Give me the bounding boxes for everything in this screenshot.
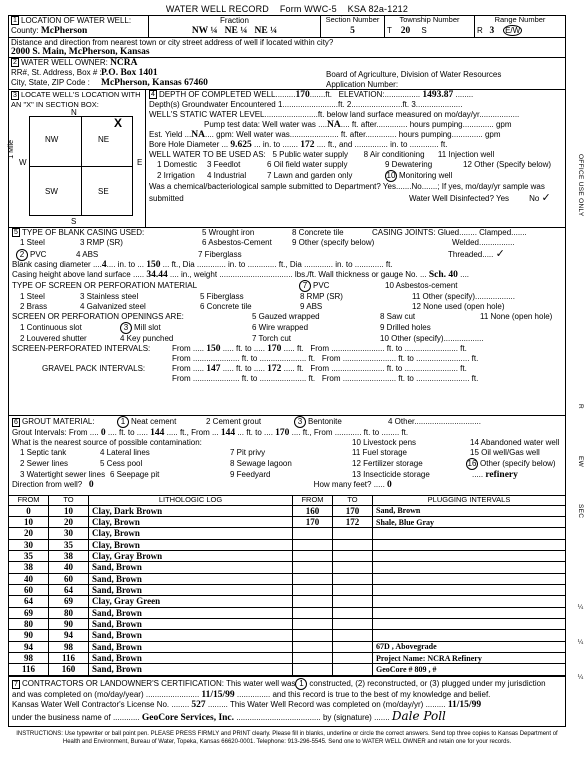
- log-cell[interactable]: Sand, Brown: [89, 664, 293, 675]
- form-frame: [8, 15, 566, 727]
- log-cell[interactable]: [293, 562, 333, 573]
- log-cell[interactable]: [293, 539, 333, 550]
- table-row: [9, 641, 566, 652]
- log-cell[interactable]: [373, 573, 566, 584]
- table-row: [9, 607, 566, 618]
- log-cell[interactable]: [293, 641, 333, 652]
- log-cell[interactable]: 10: [49, 505, 89, 516]
- bentonite-circled[interactable]: 3: [294, 416, 306, 428]
- log-cell[interactable]: 69: [9, 607, 49, 618]
- depth-value[interactable]: 170: [295, 90, 310, 100]
- location-x-mark: X: [114, 116, 123, 130]
- elevation-value[interactable]: 1493.87: [422, 90, 454, 100]
- perf-pvc-circled[interactable]: 7: [299, 280, 311, 292]
- address-value[interactable]: P.O. Box 1401: [101, 68, 158, 78]
- log-cell[interactable]: 170: [333, 505, 373, 516]
- table-row: [9, 630, 566, 641]
- log-cell[interactable]: [293, 573, 333, 584]
- lithologic-log: [9, 495, 565, 677]
- log-cell[interactable]: 64: [9, 596, 49, 607]
- log-cell[interactable]: [333, 607, 373, 618]
- range-number[interactable]: 3: [489, 26, 495, 36]
- form-title: WATER WELL RECORD Form WWC-5 KSA 82a-1212: [165, 4, 409, 14]
- log-cell[interactable]: 64: [49, 585, 89, 596]
- log-cell[interactable]: 69: [49, 596, 89, 607]
- log-cell[interactable]: Sand, Brown: [89, 585, 293, 596]
- log-cell[interactable]: 38: [49, 551, 89, 562]
- log-cell[interactable]: [373, 630, 566, 641]
- mill-slot-circled[interactable]: 3: [120, 322, 132, 334]
- township-number[interactable]: 20: [400, 26, 411, 36]
- log-cell[interactable]: [293, 630, 333, 641]
- log-cell[interactable]: [293, 619, 333, 630]
- log-cell[interactable]: [293, 607, 333, 618]
- log-cell[interactable]: 90: [9, 630, 49, 641]
- log-cell[interactable]: [333, 562, 373, 573]
- table-row: [9, 653, 566, 664]
- log-cell[interactable]: [333, 653, 373, 664]
- neat-cement-circled[interactable]: 1: [117, 416, 129, 428]
- log-cell[interactable]: [373, 607, 566, 618]
- log-cell[interactable]: 67D , Abovegrade: [373, 641, 566, 652]
- constructed-circled[interactable]: 1: [295, 678, 307, 690]
- log-cell[interactable]: Sand, Brown: [89, 630, 293, 641]
- log-cell[interactable]: [333, 528, 373, 539]
- log-cell[interactable]: Sand, Brown: [89, 607, 293, 618]
- log-cell[interactable]: [293, 551, 333, 562]
- log-cell[interactable]: 38: [9, 562, 49, 573]
- section-4-depth: 4 DEPTH OF COMPLETED WELL.........170.......ft. ELEVATION:................ 1493.87 ........ Depth(s) Groundwater Encountered 1.........................ft. 2.......................ft. 3..................... WELL'S STATIC WATER LEVEL........................ft. below land surface measured on mo/day/yr.................. Pump test data: Well water was ....NA.... ft. after.............. hours pumping.............. gpm Est. Yield ...NA.... gpm: Well water was...................... ft. after.............. hours pumping.............. gpm Bore Hole Diameter ... 9.625 ... in. to ....... 172 .... ft., and ............... in. to ............. ft. WELL WATER TO BE USED AS: 5 Public water supply 8 Air conditioning 11 Injection well 1 Domestic 3 Feedlot 6 Oil field water supply 9 Dewatering 12 Other (Specify below) 2 Irrigation 4 Industrial 7 Lawn and garden only 10 Monitoring well Was a chemical/bacteriological sample submitted to Department? Yes.......No.......; If yes, mo/day/yr sample was submitted Water Well Disinfected? Yes No ✓: [149, 90, 552, 204]
- log-cell[interactable]: [333, 539, 373, 550]
- log-cell[interactable]: Clay, Gray Green: [89, 596, 293, 607]
- section-6-grout: 6 GROUT MATERIAL: 1 Neat cement 2 Cement grout 3 Bentonite 4 Other.............................. Grout Intervals: From .... 0 .... ft. to ..... 144 ..... ft., From ... 144 ... ft. to .... 170 .... ft., From ............ ft. to ........ ft. What is the nearest source of possible contamination: 10 Livestock pens 14 Abandoned water well 1 Septic tank 4 Lateral lines 7 Pit privy 11 Fuel storage 15 Oil well/Gas well 2 Sewer lines 5 Cess pool 8 Sewage lagoon 12 Fertilizer storage 16 Other (specify below) 3 Watertight sewer lines 6 Seepage pit 9 Feedyard 13 Insecticide storage ..... refinery Direction from well? 0 How many feet? ..... 0: [9, 416, 565, 496]
- table-row: [9, 562, 566, 573]
- log-cell[interactable]: [293, 653, 333, 664]
- log-cell[interactable]: 94: [49, 630, 89, 641]
- log-cell[interactable]: Clay, Brown: [89, 539, 293, 550]
- other-contamination-circled[interactable]: 16: [467, 459, 477, 468]
- casing-pvc-circled[interactable]: 2: [16, 249, 28, 261]
- log-cell[interactable]: [373, 551, 566, 562]
- log-cell[interactable]: [333, 573, 373, 584]
- log-cell[interactable]: 116: [9, 664, 49, 675]
- section-7-certification: 7 CONTRACTORS OR LANDOWNER'S CERTIFICATION: This water well was 1 constructed, (2) reconstructed, or (3) plugged under my jurisdiction and was completed on (mo/day/year) ........................ 11/15/99 ............... and this record is true to the best of my knowledge and belief. Kansas Water Well Contractor's License No. ........ 527 ......... This Water Well Record was completed on (mo/day/yr) ......... 11/15/99 under the business name of ............ GeoCore Services, Inc. ...................................... by (signature) ....... Dale Poll: [12, 679, 546, 723]
- log-cell[interactable]: [333, 596, 373, 607]
- table-row: [9, 573, 566, 584]
- county-value[interactable]: McPherson: [40, 26, 88, 36]
- log-cell[interactable]: [333, 619, 373, 630]
- log-cell[interactable]: 30: [49, 528, 89, 539]
- log-cell[interactable]: Shale, Blue Gray: [373, 516, 566, 527]
- log-cell[interactable]: 20: [49, 516, 89, 527]
- log-cell[interactable]: Project Name: NCRA Refinery: [373, 653, 566, 664]
- log-cell[interactable]: GeoCore # 809 , #: [373, 664, 566, 675]
- log-cell[interactable]: Clay, Brown: [89, 528, 293, 539]
- section-3-locate: 3 LOCATE WELL'S LOCATION WITH AN "X" IN SECTION BOX: N S W E 1 Mile NW NE SW SE X: [9, 90, 146, 227]
- log-cell[interactable]: [293, 596, 333, 607]
- log-cell[interactable]: [293, 528, 333, 539]
- log-cell[interactable]: Clay, Brown: [89, 516, 293, 527]
- log-cell[interactable]: 80: [49, 607, 89, 618]
- log-cell[interactable]: [333, 585, 373, 596]
- log-cell[interactable]: [373, 596, 566, 607]
- business-name[interactable]: GeoCore Services, Inc.: [141, 713, 235, 723]
- log-cell[interactable]: Clay, Dark Brown: [89, 505, 293, 516]
- log-cell[interactable]: [293, 664, 333, 675]
- log-cell[interactable]: [373, 539, 566, 550]
- log-cell[interactable]: [333, 551, 373, 562]
- table-row: [9, 664, 566, 675]
- log-cell[interactable]: 80: [9, 619, 49, 630]
- use-monitoring-circled[interactable]: 10: [386, 171, 396, 180]
- log-cell[interactable]: Sand, Brown: [89, 619, 293, 630]
- log-cell[interactable]: 116: [49, 653, 89, 664]
- log-cell[interactable]: [293, 585, 333, 596]
- log-cell[interactable]: 0: [9, 505, 49, 516]
- log-cell[interactable]: 35: [9, 551, 49, 562]
- log-cell[interactable]: 160: [293, 505, 333, 516]
- bore-diameter[interactable]: 9.625: [230, 140, 252, 150]
- section-1-location: 1 LOCATION OF WATER WELL: County: McPherson Fraction NW ¼ NE ¼ NE ¼ Section Number 5 Township Number T 20 S Range Number R 3 E/W: [9, 16, 565, 38]
- log-cell[interactable]: [333, 664, 373, 675]
- table-row: [9, 619, 566, 630]
- log-header: FROM TO LITHOLOGIC LOG FROM TO PLUGGING INTERVALS: [9, 496, 566, 506]
- distance-value[interactable]: 2000 S. Main, McPherson, Kansas: [11, 47, 150, 58]
- section-5-casing: 5 TYPE OF BLANK CASING USED: 5 Wrought iron 8 Concrete tile CASING JOINTS: Glued........ Clamped....... 1 Steel 3 RMP (SR) 6 Asbestos-Cement 9 Other (specify below) Welded................ 2 PVC 4 ABS 7 Fiberglass Threaded..... ✓ Blank casing diameter ....4.... in. to ... 150 ... ft., Dia ............. in. to ............. ft., Dia ............. in. to ............. ft. Casing height above land surface ..... 34.44 .... in., weight ................................. lbs./ft. Wall thickness or gauge No. ... Sch. 40 .... TYPE OF SCREEN OR PERFORATION MATERIAL 7 PVC 10 Asbestos-cement 1 Steel 3 Stainless steel 5 Fiberglass 8 RMP (SR) 11 Other (specify).................. 2 Brass 4 Galvanized steel 6 Concrete tile 9 ABS 12 None used (open hole) SCREEN OR PERFORATION OPENINGS ARE: 5 Gauzed wrapped 8 Saw cut 11 None (open hole) 1 Continuous slot 3 Mill slot 6 Wire wrapped 9 Drilled holes 2 Louvered shutter 4 Key punched 7 Torch cut 10 Other (specify).................. SCREEN-PERFORATED INTERVALS: From ..... 150 ..... ft. to ..... 170 ..... ft. From ........................ ft. to ........................ ft. From ..................... ft. to ..................... ft. From ........................ ft. to ........................ ft. GRAVEL PACK INTERVALS: From ..... 147 ..... ft. to ..... 172 ..... ft. From ........................ ft. to ........................ ft. From ..................... ft. to ..................... ft. From ........................ ft. to ........................ ft.: [9, 228, 565, 416]
- ew-circled[interactable]: E/W: [505, 26, 521, 35]
- log-cell[interactable]: 35: [49, 539, 89, 550]
- log-cell[interactable]: 160: [49, 664, 89, 675]
- log-cell[interactable]: 90: [49, 619, 89, 630]
- log-cell[interactable]: 98: [49, 641, 89, 652]
- log-cell[interactable]: 60: [49, 573, 89, 584]
- log-cell[interactable]: Sand, Brown: [89, 653, 293, 664]
- disinfected-no-check[interactable]: ✓: [541, 192, 551, 204]
- log-cell[interactable]: Clay, Gray Brown: [89, 551, 293, 562]
- form-page: WATER WELL RECORD Form WWC-5 KSA 82a-1212 1 LOCATION OF WATER WELL: County: McPherson Fraction NW ¼ NE ¼ NE ¼ Section Number 5 Township Number T 20 S Range Number R 3 E/W Distance and direction from nearest town or city street address of well if located within city? 2000 S. Main, McPherson, Kansas 2 WATER WELL OWNER: NCRA RR#, St. Address, Box # :P.O. Box 1401 City, State, ZIP Code : McPherson, Kansas 67460 Board of Agriculture, Division of Water Resources Application Number: 3 LOCATE WELL'S LOCATION WITH AN "X" IN SECTION BOX: N S W E 1 Mile NW NE SW SE X 4 DEPTH OF COMPLETED WELL.........170.......ft. ELEVATION:................ 1493.87 ........ Depth(s) Groundwater Encountered 1.........................ft. 2.......................ft. 3..................... WELL'S STATIC WATER LEVEL........................ft. below land surface measured on mo/day/yr.................. Pump test data: Well water was ....NA.... ft. after.............. hours pumping.............. gpm Est. Yield ...NA.... gpm: Well water was...................... ft. after.............. hours pumping.............. gpm Bore Hole Diameter ... 9.625 ... in. to ....... 172 .... ft., and ............... in. to ............. ft. WELL WATER TO BE USED AS: 5 Public water supply 8 Air conditioning 11 Injection well 1 Domestic 3 Feedlot 6 Oil field water supply 9 Dewatering 12 Other (Specify below) 2 Irrigation 4 Industrial 7 Lawn and garden only 10 Monitoring well Was a chemical/bacteriological sample submitted to Department? Yes.......No.......; If yes, mo/day/yr sample was submitted Water Well Disinfected? Yes No ✓ 5 TYPE OF BLANK CASING USED: 5 Wrought iron 8 Concrete tile CASING JOINTS: Glued........ Clamped....... 1 Steel 3 RMP (SR) 6 Asbestos-Cement 9 Other (specify below) Welded................ 2 PVC 4 ABS 7 Fiberglass Threaded..... ✓ Blank casing diameter ....4.... in. to ... 150 ... ft., Dia ............. in. to ............. ft., Dia ............. in. to ............. ft. Casing height above land surface ..... 34.44 .... in., weight ................................. lbs./ft. Wall thickness or gauge No. ... Sch. 40 .... TYPE OF SCREEN OR PERFORATION MATERIAL 7 PVC 10 Asbestos-cement 1 Steel 3 Stainless steel 5 Fiberglass 8 RMP (SR) 11 Other (specify).................. 2 Brass 4 Galvanized steel 6 Concrete tile 9 ABS 12 None used (open hole) SCREEN OR PERFORATION OPENINGS ARE: 5 Gauzed wrapped 8 Saw cut 11 None (open hole) 1 Continuous slot 3 Mill slot 6 Wire wrapped 9 Drilled holes 2 Louvered shutter 4 Key punched 7 Torch cut 10 Other (specify).................. SCREEN-PERFORATED INTERVALS: From ..... 150 ..... ft. to ..... 170 ..... ft. From ........................ ft. to ........................ ft. From ..................... ft. to ..................... ft. From ........................ ft. to ........................ ft. GRAVEL PACK INTERVALS: From ..... 147 ..... ft. to ..... 172 ..... ft. From ........................ ft. to ........................ ft. From ..................... ft. to ..................... ft. From ........................ ft. to ........................ ft. 6 GROUT MATERIAL: 1 Neat cement 2 Cement grout 3 Bentonite 4 Other.............................. Grout Intervals: From .... 0 .... ft. to ..... 144 ..... ft., From ... 144 ... ft. to .... 170 .... ft., From ............ ft. to ........ ft. What is the nearest source of possible contamination: 10 Livestock pens 14 Abandoned water well 1 Septic tank 4 Lateral lines 7 Pit privy 11 Fuel storage 15 Oil well/Gas well 2 Sewer lines 5 Cess pool 8 Sewage lagoon 12 Fertilizer storage 16 Other (specify below) 3 Watertight sewer lines 6 Seepage pit 9 Feedyard 13 Insecticide storage ..... refinery Direction from well? 0 How many feet? ..... 0 FROM TO LITHOLOGIC LOG FROM TO PLUGGING INTERVALS 0 10 Clay, Dark Brown 160 170 Sand, Brown 10 20 Clay, Brown 170 172 Shale, Blue Gray 20 30 Clay, Brown 30 35 Clay, Brown 35 38 Clay, Gray Brown 38 40 Sand, Brown 40 60 Sand, Brown 60 64 Sand, Brown 64 69 Clay, Gray Green 69 80 Sand, Brown 80 90 Sand, Brown 90 94 Sand, Brown 94 98 Sand, Brown 67D , Abovegrade 98 116 Sand, Brown Project Name: NCRA Refinery 116 160 Sand, Brown GeoCore # 809 , # 7 CONTRACTORS OR LANDOWNER'S CERTIFICATION: This water well was 1 constructed, (2) reconstructed, or (3) plugged under my jurisdiction and was completed on (mo/day/year) ........................ 11/15/99 ............... and this record is true to the best of my knowledge and belief. Kansas Water Well Contractor's License No. ........ 527 ......... This Water Well Record was completed on (mo/day/yr) ......... 11/15/99 under the business name of ............ GeoCore Services, Inc. ...................................... by (signature) ....... Dale Poll OFFICE USE ONLY R EW SEC ¼ ¼ ¼ INSTRUCTIONS: Use typewriter or ball point pen. PLEASE PRESS FIRMLY and PRINT clearly. Please fill in blanks, underline or circle the correct answers. Send top three copies to Kansas Department of Health and Environment, Bureau of Water, Topeka, Kansas 66620-0001. Telephone: 913-296-5545. Send one to WATER WELL OWNER and retain one for your records.: [8, 4, 584, 745]
- log-cell[interactable]: [373, 562, 566, 573]
- distance-row: Distance and direction from nearest town or city street address of well if located within city? 2000 S. Main, McPherson, Kansas: [9, 38, 565, 58]
- log-cell[interactable]: 94: [9, 641, 49, 652]
- table-row: [9, 596, 566, 607]
- log-cell[interactable]: 172: [333, 516, 373, 527]
- log-cell[interactable]: 98: [9, 653, 49, 664]
- table-row: [9, 585, 566, 596]
- table-row: [9, 516, 566, 527]
- table-row: [9, 528, 566, 539]
- log-cell[interactable]: 30: [9, 539, 49, 550]
- log-cell[interactable]: Sand, Brown: [89, 562, 293, 573]
- owner-value[interactable]: NCRA: [110, 58, 138, 68]
- table-row: [9, 551, 566, 562]
- log-cell[interactable]: Sand, Brown: [89, 641, 293, 652]
- log-cell[interactable]: 40: [49, 562, 89, 573]
- log-cell[interactable]: [373, 585, 566, 596]
- log-cell[interactable]: Sand, Brown: [373, 505, 566, 516]
- log-cell[interactable]: Sand, Brown: [89, 573, 293, 584]
- signature: Dale Poll: [391, 709, 446, 723]
- instructions: INSTRUCTIONS: Use typewriter or ball point pen. PLEASE PRESS FIRMLY and PRINT clearly. Please fill in blanks, underline or circle the correct answers. Send top three copies to Kansas Department of Health and Environment, Bureau of Water, Topeka, Kansas 66620-0001. Telephone: 913-296-5545. Send one to WATER WELL OWNER and retain one for your records.: [16, 731, 558, 745]
- log-cell[interactable]: [333, 641, 373, 652]
- table-row: [9, 505, 566, 516]
- log-cell[interactable]: [373, 619, 566, 630]
- section-box[interactable]: NW NE SW SE X: [29, 116, 133, 216]
- log-cell[interactable]: 40: [9, 573, 49, 584]
- log-cell[interactable]: [373, 528, 566, 539]
- table-row: [9, 539, 566, 550]
- log-cell[interactable]: 10: [9, 516, 49, 527]
- log-cell[interactable]: 170: [293, 516, 333, 527]
- fraction-value[interactable]: NW ¼ NE ¼ NE ¼: [191, 26, 278, 36]
- city-value[interactable]: McPherson, Kansas 67460: [101, 78, 208, 88]
- section-2-owner: 2 WATER WELL OWNER: NCRA RR#, St. Address, Box # :P.O. Box 1401 City, State, ZIP Code : McPherson, Kansas 67460 Board of Agriculture, Division of Water Resources Application Number:: [9, 58, 565, 90]
- log-cell[interactable]: 20: [9, 528, 49, 539]
- log-cell[interactable]: 60: [9, 585, 49, 596]
- log-cell[interactable]: [333, 630, 373, 641]
- section-number[interactable]: 5: [350, 26, 355, 36]
- section-3-4: [9, 90, 565, 228]
